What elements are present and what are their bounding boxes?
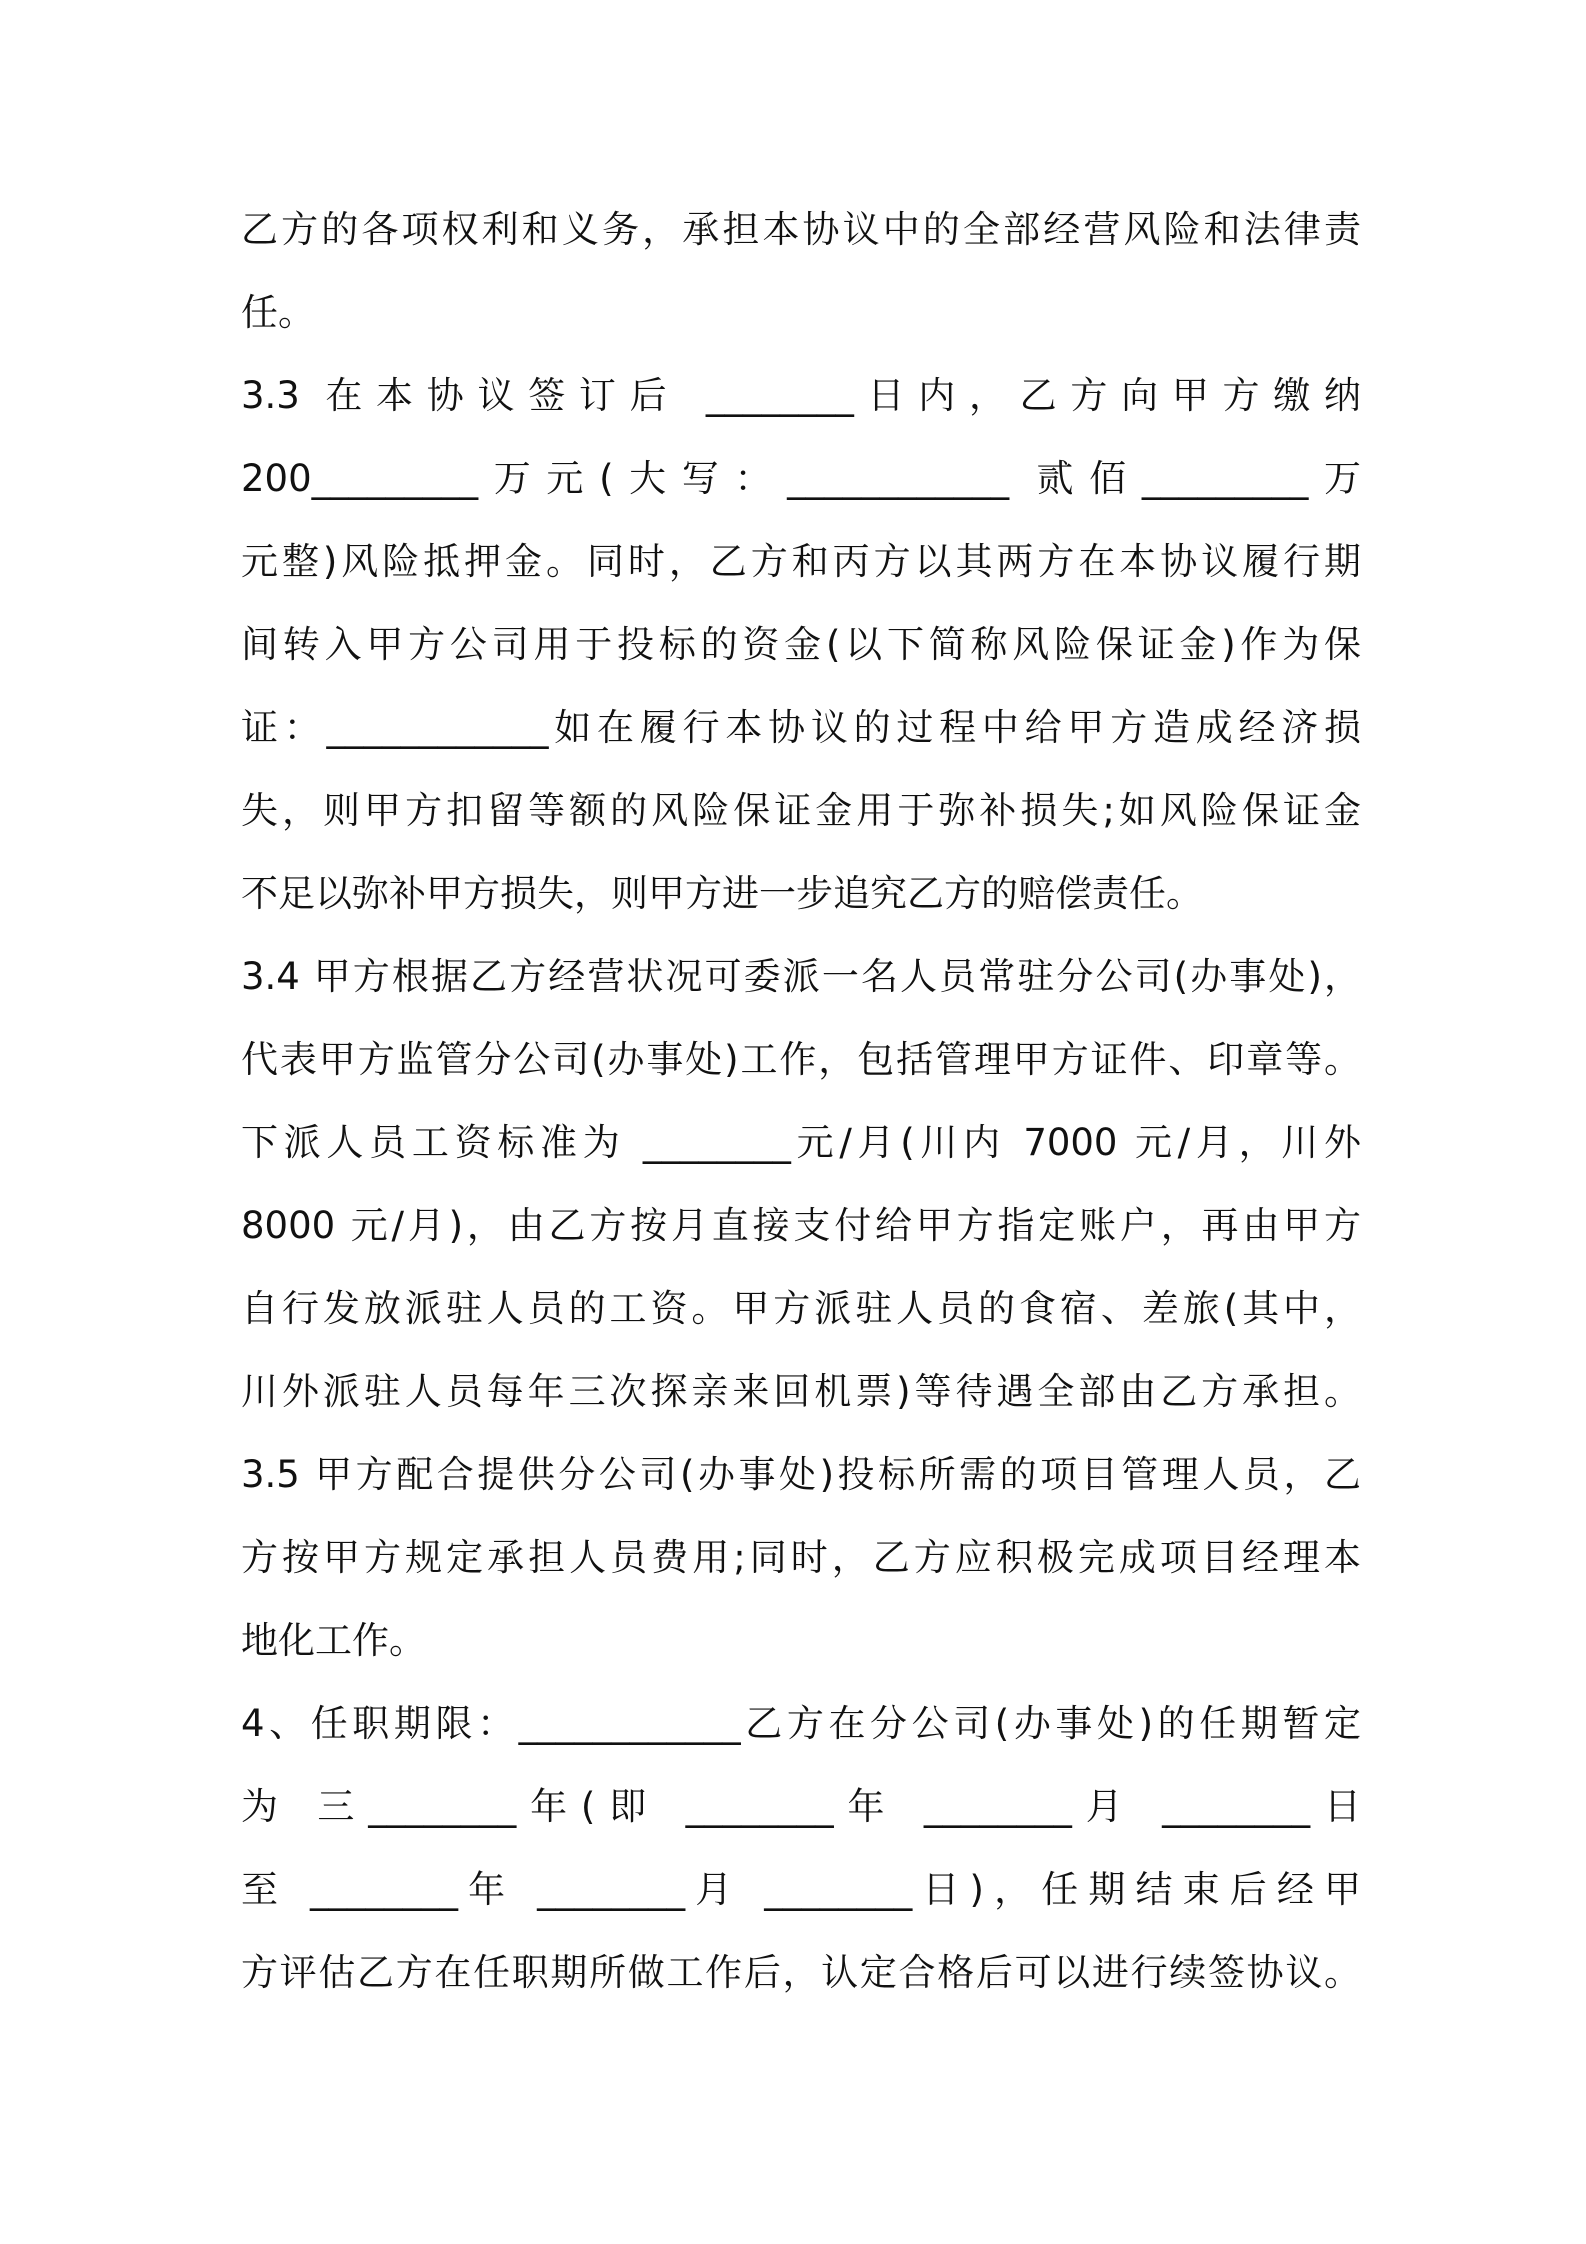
text-line: 间转入甲方公司用于投标的资金(以下简称风险保证金)作为保 (241, 623, 1361, 666)
text-line: 为 三________年(即 ________年 ________月 ________日 (241, 1785, 1361, 1828)
text-line: 元整)风险抵押金。同时，乙方和丙方以其两方在本协议履行期 (241, 540, 1361, 583)
text-line: 方评估乙方在任职期所做工作后，认定合格后可以进行续签协议。 (241, 1951, 1361, 1994)
text-line: 至 ________年 ________月 ________日)，任期结束后经甲 (241, 1868, 1361, 1911)
text-line: 地化工作。 (241, 1619, 426, 1662)
text-line: 3.4 甲方根据乙方经营状况可委派一名人员常驻分公司(办事处)， (241, 955, 1361, 998)
text-line: 乙方的各项权利和义务，承担本协议中的全部经营风险和法律责 (241, 208, 1361, 251)
text-line: 下派人员工资标准为 ________元/月(川内 7000 元/月，川外 (241, 1121, 1361, 1164)
text-line: 方按甲方规定承担人员费用;同时，乙方应积极完成项目经理本 (241, 1536, 1361, 1579)
text-line: 4、任职期限：____________乙方在分公司(办事处)的任期暂定 (241, 1702, 1361, 1745)
text-line: 证：____________如在履行本协议的过程中给甲方造成经济损 (241, 706, 1361, 749)
text-line: 川外派驻人员每年三次探亲来回机票)等待遇全部由乙方承担。 (241, 1370, 1361, 1413)
text-line: 失，则甲方扣留等额的风险保证金用于弥补损失;如风险保证金 (241, 789, 1361, 832)
text-line: 代表甲方监管分公司(办事处)工作，包括管理甲方证件、印章等。 (241, 1038, 1361, 1081)
text-line: 自行发放派驻人员的工资。甲方派驻人员的食宿、差旅(其中， (241, 1287, 1361, 1330)
text-line: 3.3 在本协议签订后 ________日内，乙方向甲方缴纳 (241, 374, 1361, 417)
text-line: 不足以弥补甲方损失，则甲方进一步追究乙方的赔偿责任。 (241, 872, 1203, 915)
text-line: 3.5 甲方配合提供分公司(办事处)投标所需的项目管理人员，乙 (241, 1453, 1361, 1496)
text-line: 8000 元/月)，由乙方按月直接支付给甲方指定账户，再由甲方 (241, 1204, 1361, 1247)
text-line: 任。 (241, 291, 315, 334)
text-line: 200_________万元(大写：____________ 贰佰_________万 (241, 457, 1361, 500)
